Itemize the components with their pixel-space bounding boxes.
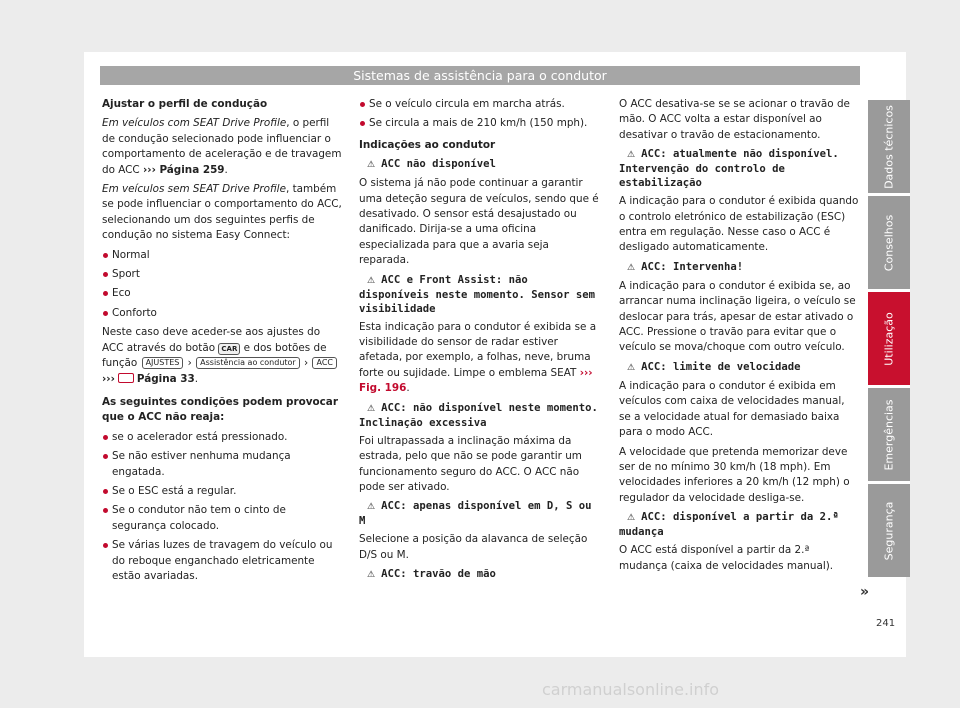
warning-triangle-icon: ⚠: [367, 403, 376, 414]
continue-arrow: »: [860, 584, 870, 600]
list-item: Se o ESC está a regular.: [102, 484, 342, 499]
driver-message: ⚠ ACC: Intervenha!: [627, 260, 744, 273]
column-3: [619, 97, 859, 578]
warning-triangle-icon: ⚠: [627, 362, 636, 373]
paragraph: Em veículos sem SEAT Drive Profile, também se pode influenciar o comportamento do ACC, selecionando um dos seguintes perfis de condução no sistema Easy Connect:: [102, 183, 342, 242]
list-item: Conforto: [102, 306, 342, 321]
tab-seguranca[interactable]: Segurança: [868, 484, 910, 577]
tab-utilizacao[interactable]: Utilização: [868, 292, 910, 385]
paragraph: O ACC desativa-se se se acionar o travão de mão. O ACC volta a estar disponível ao desativar o travão de estacionamento.: [619, 98, 850, 141]
driver-message: ⚠ ACC: limite de velocidade: [627, 360, 801, 373]
list-item: Se o veículo circula em marcha atrás.: [359, 97, 599, 112]
column-2: [359, 97, 599, 586]
list-item: Se o condutor não tem o cinto de segurança colocado.: [102, 503, 342, 534]
page-link[interactable]: Página 33: [136, 372, 195, 385]
paragraph: O sistema já não pode continuar a garantir uma deteção segura de veículos, sendo que é desativado. O sensor está desajustado ou danificado. Dirija-se a uma oficina especializada para que a avaria seja reparada.: [359, 177, 599, 267]
tab-conselhos[interactable]: Conselhos: [868, 196, 910, 289]
page-number: 241: [876, 618, 896, 629]
driver-message: ⚠ ACC e Front Assist: não disponíveis neste momento. Sensor sem visibilidade: [359, 273, 595, 315]
driver-message: ⚠ ACC: apenas disponível em D, S ou M: [359, 500, 592, 528]
condition-list: [102, 430, 342, 585]
paragraph: O ACC está disponível a partir da 2.ª mudança (caixa de velocidades manual).: [619, 544, 834, 572]
list-item: Se não estiver nenhuma mudança engatada.: [102, 449, 342, 480]
page-header: Sistemas de assistência para o condutor: [100, 66, 860, 85]
driver-message: ⚠ ACC não disponível: [367, 158, 496, 171]
driver-message: ⚠ ACC: disponível a partir da 2.ª mudança: [619, 511, 839, 539]
watermark: carmanualsonline.info: [542, 680, 720, 699]
list-item: se o acelerador está pressionado.: [102, 430, 342, 445]
driver-message: ⚠ ACC: não disponível neste momento. Inclinação excessiva: [359, 401, 598, 429]
book-icon: [118, 373, 134, 383]
car-button-icon: CAR: [218, 343, 240, 355]
section-heading: Indicações ao condutor: [359, 138, 496, 151]
warning-triangle-icon: ⚠: [627, 513, 636, 524]
function-key: Assistência ao condutor: [196, 357, 300, 369]
section-heading: As seguintes condições podem provocar que o ACC não reaja:: [102, 395, 338, 424]
list-item: Se circula a mais de 210 km/h (150 mph).: [359, 116, 599, 131]
paragraph: Neste caso deve aceder-se aos ajustes do ACC através do botão CAR e dos botões de função AJUSTES › Assistência ao condutor › ACC ››› Página 33.: [102, 325, 342, 387]
warning-triangle-icon: ⚠: [627, 150, 636, 161]
warning-triangle-icon: ⚠: [367, 502, 376, 513]
driver-message: ⚠ ACC: travão de mão: [367, 568, 496, 581]
paragraph: A indicação para o condutor é exibida quando o controlo eletrónico de estabilização (ESC) entra em regulação. Nesse caso o ACC é desligado automaticamente.: [619, 195, 859, 254]
paragraph: Em veículos com SEAT Drive Profile, o perfil de condução selecionado pode influenciar o comportamento de aceleração e de travagem do ACC ››› Página 259.: [102, 117, 342, 176]
paragraph: A indicação para o condutor é exibida se, ao arrancar numa inclinação ligeira, o veículo se deslocar para trás, apesar de estar ativado o ACC. Pressione o travão para evitar que o veículo se mova/choque com outro veículo.: [619, 279, 856, 354]
list-item: Eco: [102, 286, 342, 301]
warning-triangle-icon: ⚠: [367, 160, 376, 171]
warning-triangle-icon: ⚠: [367, 570, 376, 581]
page-link[interactable]: ››› Página 259: [143, 163, 225, 176]
list-item: Se várias luzes de travagem do veículo ou do reboque enganchado eletricamente estão avariadas.: [102, 538, 342, 584]
warning-triangle-icon: ⚠: [627, 262, 636, 273]
section-heading: Ajustar o perfil de condução: [102, 98, 268, 110]
driver-message: ⚠ ACC: atualmente não disponível. Intervenção do controlo de estabilização: [619, 148, 839, 190]
column-1: [102, 97, 342, 588]
paragraph: Foi ultrapassada a inclinação máxima da estrada, pelo que não se pode garantir um funcionamento seguro do ACC. O ACC não pode ser ativado.: [359, 434, 582, 493]
tab-emergencias[interactable]: Emergências: [868, 388, 910, 481]
function-key: AJUSTES: [142, 357, 184, 369]
paragraph: Selecione a posição da alavanca de seleção D/S ou M.: [359, 533, 588, 561]
tab-dados-tecnicos[interactable]: Dados técnicos: [868, 100, 910, 193]
list-item: Sport: [102, 267, 342, 282]
figure-link[interactable]: ››› Fig. 196: [359, 366, 593, 395]
profile-list: [102, 248, 342, 322]
paragraph: Esta indicação para o condutor é exibida se a visibilidade do sensor de radar estiver afetada, por exemplo, a folhas, neve, bruma forte ou sujidade. Limpe o emblema SEAT ››› Fig. 196.: [359, 320, 597, 395]
function-key: ACC: [312, 357, 337, 369]
paragraph: A velocidade que pretenda memorizar deve ser de no mínimo 30 km/h (18 mph). Em velocidades inferiores a 20 km/h (12 mph) o regulador da velocidade desliga-se.: [619, 445, 850, 504]
list-item: Normal: [102, 248, 342, 263]
paragraph: A indicação para o condutor é exibida em veículos com caixa de velocidades manual, se a velocidade atual for demasiado baixa para o modo ACC.: [619, 379, 845, 439]
warning-triangle-icon: ⚠: [367, 275, 376, 286]
